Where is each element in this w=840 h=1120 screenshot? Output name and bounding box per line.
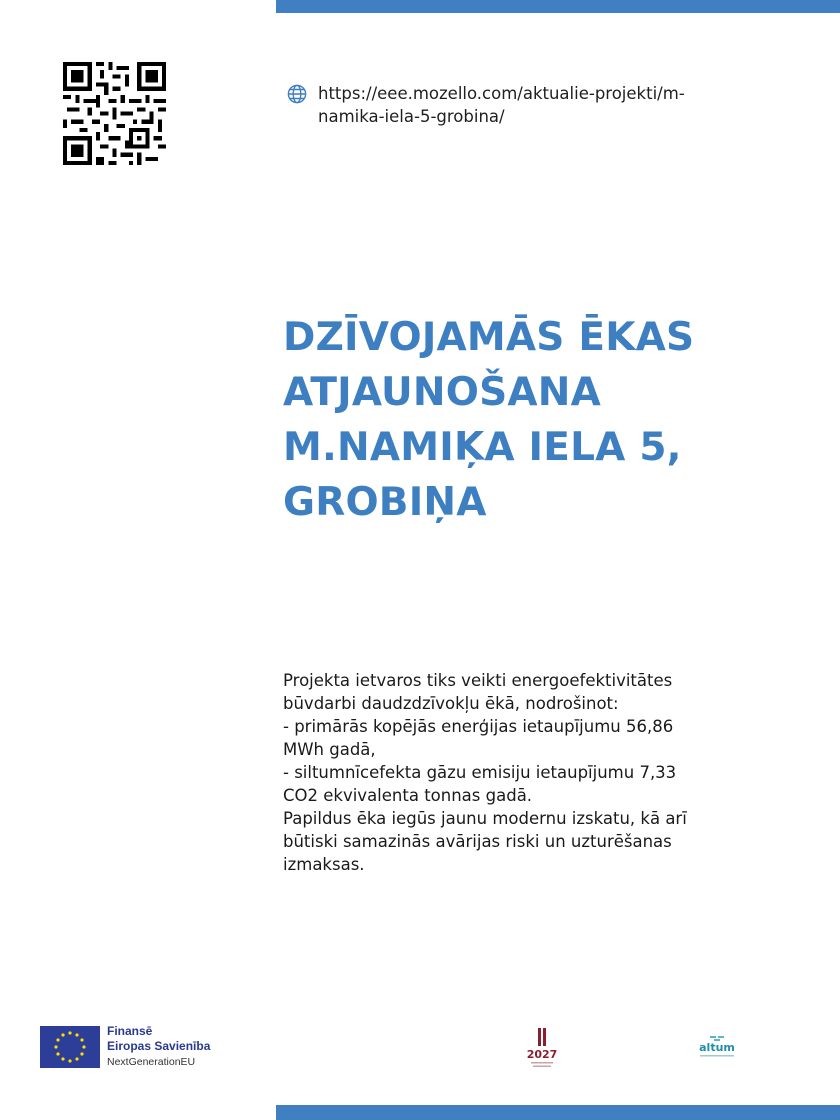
description-line: MWh gadā,	[283, 740, 376, 759]
title-line-4: GROBIŅA	[283, 480, 487, 525]
altum-logo-text: altum	[699, 1041, 735, 1054]
page-title	[283, 310, 813, 530]
top-accent-bar	[276, 0, 840, 13]
logo-2027-text: 2027	[526, 1048, 558, 1061]
description-line: izmaksas.	[283, 855, 365, 874]
bottom-accent-bar	[276, 1105, 840, 1120]
description-line: Projekta ietvaros tiks veikti energoefektivitātes	[283, 671, 673, 690]
url-line-2[interactable]: namika-iela-5-grobina/	[318, 107, 505, 126]
title-line-2: ATJAUNOŠANA	[283, 370, 602, 415]
qr-code	[63, 62, 166, 165]
description-line: - siltumnīcefekta gāzu emisiju ietaupījumu 7,33	[283, 763, 677, 782]
eu-flag-logo	[40, 1026, 100, 1068]
nextgen-label: NextGenerationEU	[107, 1056, 196, 1068]
altum-logo	[694, 1034, 740, 1060]
eu-funded-label: Finansē	[107, 1024, 153, 1038]
url-text[interactable]	[318, 82, 758, 128]
eu-union-label: Eiropas Savienība	[107, 1039, 211, 1053]
eu-funding-text	[107, 1024, 210, 1070]
description-line: CO2 ekvivalenta tonnas gadā.	[283, 786, 533, 805]
description-line: būvdarbi daudzdzīvokļu ēkā, nodrošinot:	[283, 694, 619, 713]
url-line-1[interactable]: https://eee.mozello.com/aktualie-projekti/m-	[318, 84, 685, 103]
project-url[interactable]	[287, 82, 767, 128]
project-description	[283, 669, 763, 876]
latvia-2027-logo	[524, 1026, 560, 1070]
title-line-3: M.NAMIĶA IELA 5,	[283, 425, 682, 470]
title-line-1: DZĪVOJAMĀS ĒKAS	[283, 315, 695, 360]
globe-icon	[287, 84, 307, 104]
description-line: - primārās kopējās enerģijas ietaupījumu 56,86	[283, 717, 674, 736]
description-line: būtiski samazinās avārijas riski un uzturēšanas	[283, 832, 672, 851]
description-line: Papildus ēka iegūs jaunu modernu izskatu, kā arī	[283, 809, 687, 828]
